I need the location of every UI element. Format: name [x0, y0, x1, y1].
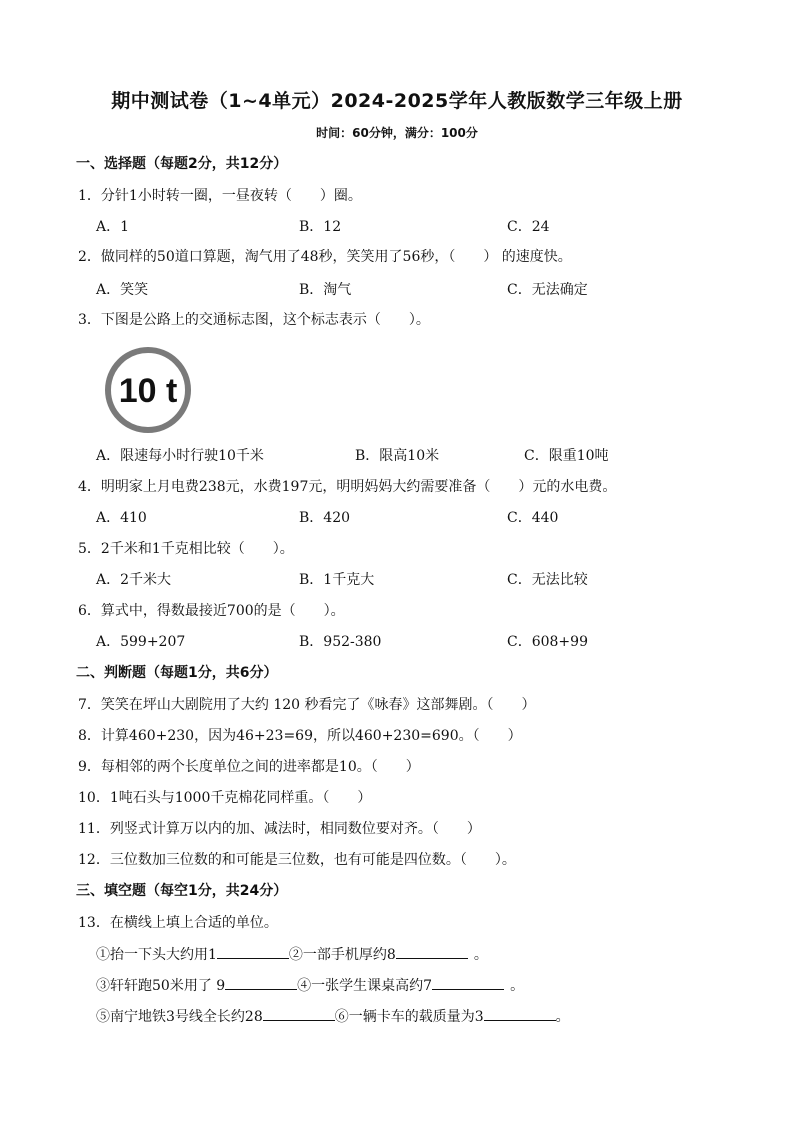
question-stem: 5．2千米和1千克相比较（ ）。 — [78, 541, 294, 557]
judgement-item: 7．笑笑在坪山大剧院用了大约 120 秒看完了《咏春》这部舞剧。（ ） — [78, 697, 536, 713]
fill-text: ④一张学生课桌高约7 — [297, 978, 433, 994]
answer-blank[interactable] — [396, 944, 468, 959]
judgement-item: 9．每相邻的两个长度单位之间的进率都是10。（ ） — [78, 759, 420, 775]
option-a: A．笑笑 — [96, 282, 149, 298]
option-b: B．952-380 — [299, 634, 382, 650]
answer-blank[interactable] — [432, 975, 504, 990]
option-a: A．限速每小时行驶10千米 — [96, 448, 264, 464]
option-a: A．410 — [96, 510, 147, 526]
section-heading: 二、判断题（每题1分，共6分） — [76, 665, 278, 681]
option-c: C．608+99 — [507, 634, 588, 650]
judgement-item: 8．计算460+230，因为46+23=69，所以460+230=690。（ ） — [78, 728, 522, 744]
fill-line — [96, 975, 524, 996]
question-stem: 6．算式中，得数最接近700的是（ ）。 — [78, 603, 345, 619]
fill-text: 。 — [555, 1009, 570, 1025]
option-c: C．440 — [507, 510, 559, 526]
question-stem: 2．做同样的50道口算题，淘气用了48秒，笑笑用了56秒，（ ） 的速度快。 — [78, 249, 572, 265]
option-a: A．599+207 — [96, 634, 186, 650]
fill-text: ⑥一辆卡车的载质量为3 — [334, 1009, 484, 1025]
option-b: B．限高10米 — [355, 448, 440, 464]
option-a: A．1 — [96, 219, 130, 235]
exam-info: 时间：60分钟，满分：100分 — [316, 126, 478, 140]
answer-blank[interactable] — [263, 1006, 335, 1021]
option-b: B．12 — [299, 219, 342, 235]
fill-text: ③轩轩跑50米用了 9 — [96, 978, 226, 994]
weight-limit-sign — [104, 346, 192, 434]
fill-line — [96, 1006, 570, 1027]
answer-blank[interactable] — [484, 1006, 556, 1021]
answer-blank[interactable] — [225, 975, 297, 990]
option-a: A．2千米大 — [96, 572, 172, 588]
fill-text: ②一部手机厚约8 — [288, 947, 396, 963]
option-c: C．无法比较 — [507, 572, 588, 588]
fill-text: ①抬一下头大约用1 — [96, 947, 217, 963]
option-c: C．无法确定 — [507, 282, 588, 298]
option-b: B．420 — [299, 510, 351, 526]
fill-text: ⑤南宁地铁3号线全长约28 — [96, 1009, 263, 1025]
option-b: B．淘气 — [299, 282, 352, 298]
fill-line — [96, 944, 488, 965]
section-heading: 一、选择题（每题2分，共12分） — [76, 156, 288, 172]
question-stem: 4．明明家上月电费238元，水费197元，明明妈妈大约需要准备（ ）元的水电费。 — [78, 479, 617, 495]
page-title: 期中测试卷（1~4单元）2024-2025学年人教版数学三年级上册 — [111, 90, 683, 112]
answer-blank[interactable] — [217, 944, 289, 959]
judgement-item: 12．三位数加三位数的和可能是三位数，也有可能是四位数。（ ）。 — [78, 852, 516, 868]
question-stem: 3．下图是公路上的交通标志图，这个标志表示（ ）。 — [78, 312, 430, 328]
question-stem: 1．分针1小时转一圈，一昼夜转（ ）圈。 — [78, 188, 362, 204]
fill-text: 。 — [510, 978, 525, 994]
fill-text: 。 — [473, 947, 488, 963]
sign-text: 10 t — [118, 372, 178, 410]
question-stem: 13．在横线上填上合适的单位。 — [78, 915, 278, 931]
judgement-item: 11．列竖式计算万以内的加、减法时，相同数位要对齐。（ ） — [78, 821, 481, 837]
option-b: B．1千克大 — [299, 572, 375, 588]
judgement-item: 10．1吨石头与1000千克棉花同样重。（ ） — [78, 790, 372, 806]
section-heading: 三、填空题（每空1分，共24分） — [76, 883, 288, 899]
option-c: C．限重10吨 — [524, 448, 609, 464]
option-c: C．24 — [507, 219, 550, 235]
